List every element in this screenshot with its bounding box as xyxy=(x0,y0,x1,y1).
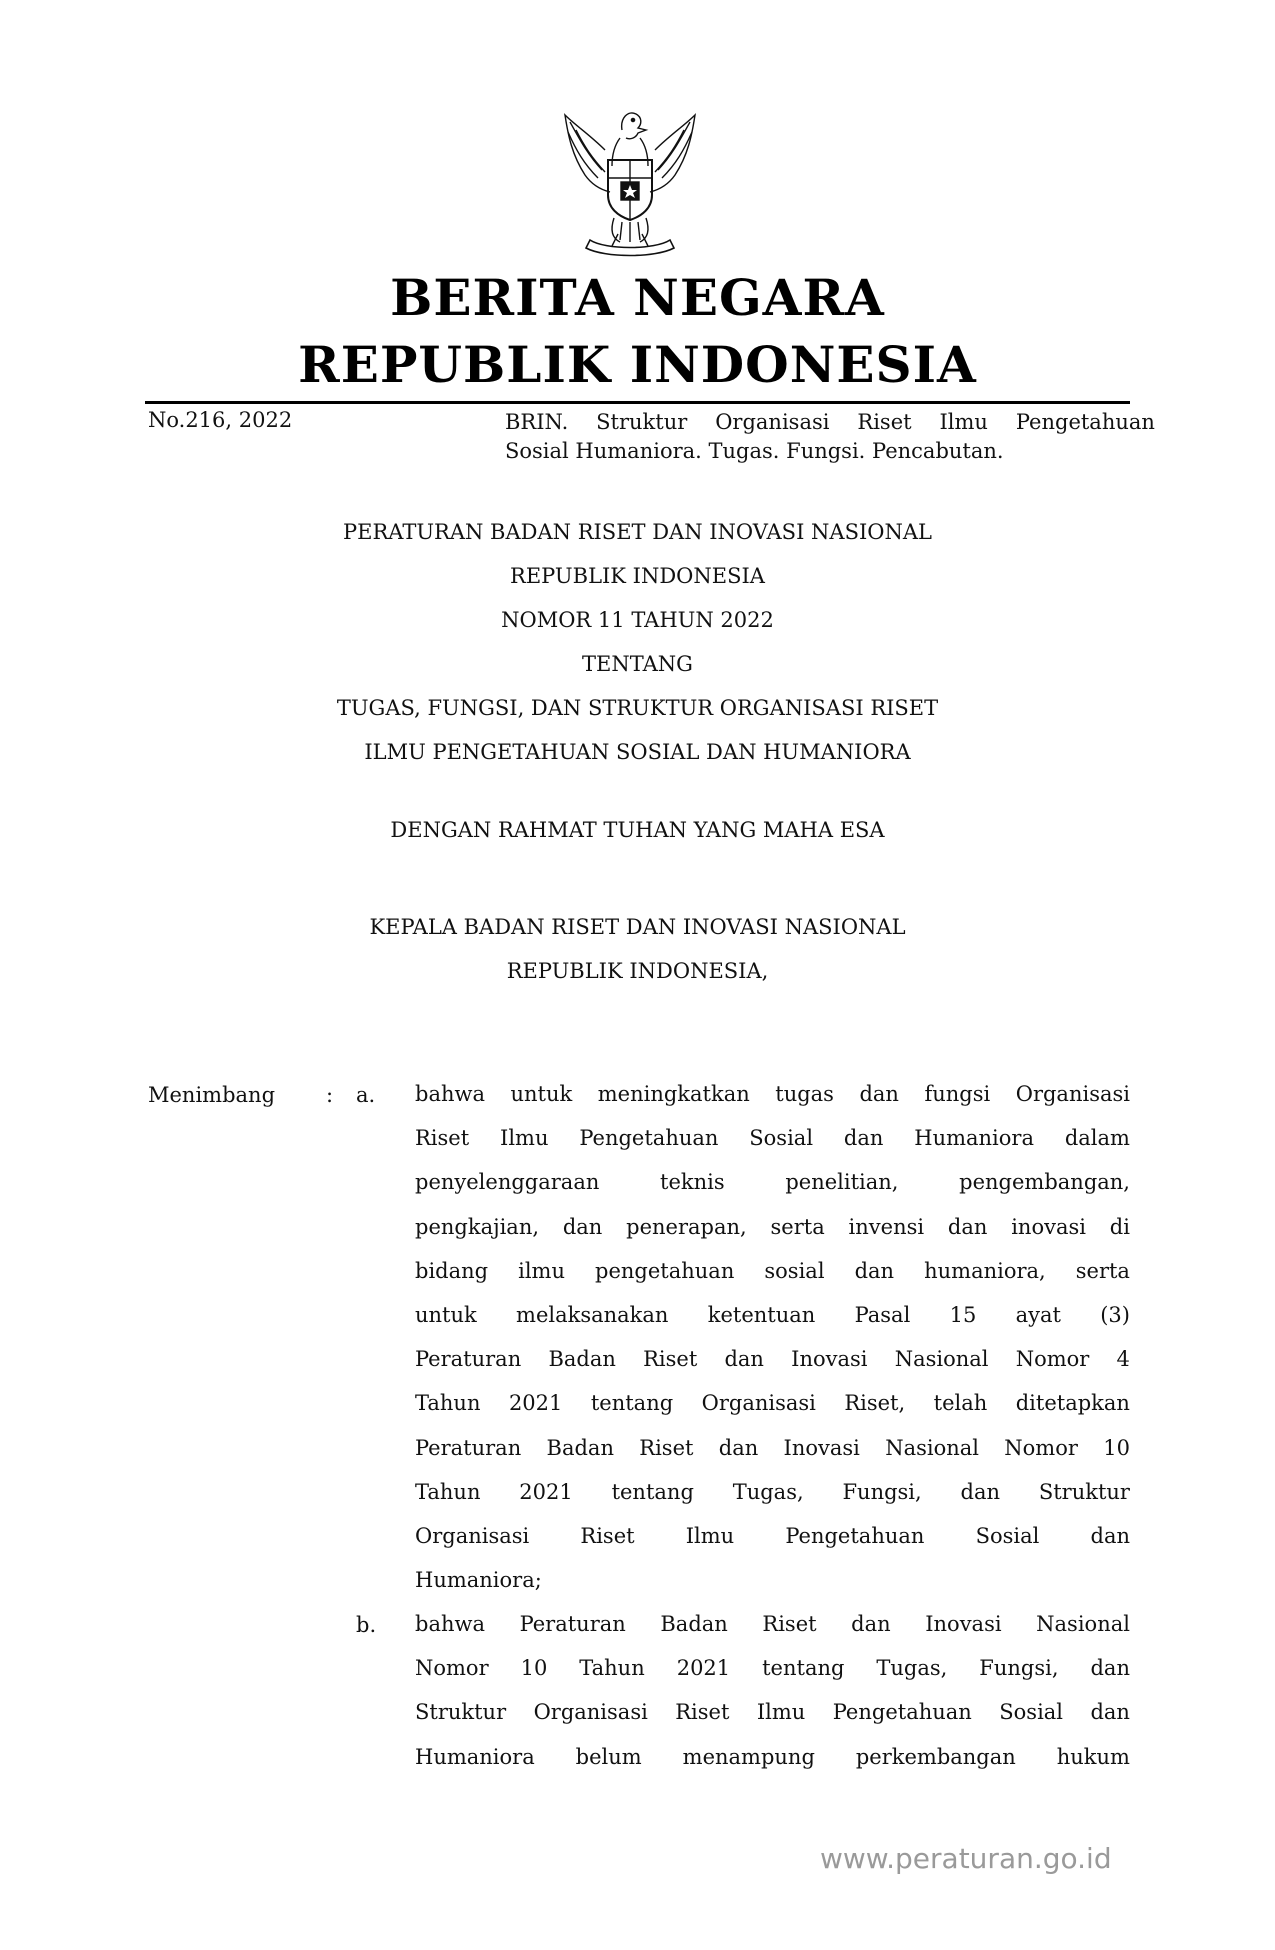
paragraph-line xyxy=(415,1160,1130,1204)
paragraph-word: dalam xyxy=(1064,1126,1130,1151)
paragraph-word: Riset xyxy=(580,1523,635,1548)
paragraph-word: Pengetahuan xyxy=(832,1700,972,1725)
paragraph-word: dan xyxy=(1090,1656,1130,1681)
item-letter-b: b. xyxy=(356,1613,377,1637)
regulation-title-line: REPUBLIK INDONESIA xyxy=(510,564,765,588)
paragraph-word: Pengetahuan xyxy=(785,1523,925,1548)
paragraph-word: Inovasi xyxy=(783,1435,860,1460)
paragraph-word: Pasal xyxy=(854,1302,911,1327)
paragraph-word: (3) xyxy=(1100,1302,1130,1327)
paragraph-line xyxy=(415,1205,1130,1249)
subject-word: BRIN. xyxy=(505,410,569,434)
subject-word: Pengetahuan xyxy=(1015,410,1155,434)
paragraph-word: Struktur xyxy=(1038,1479,1130,1504)
paragraph-line xyxy=(415,1337,1130,1381)
paragraph-word: Peraturan xyxy=(415,1435,522,1460)
paragraph-word: ilmu xyxy=(518,1258,565,1283)
paragraph-word: Riset xyxy=(639,1435,694,1460)
paragraph-line-last: Humaniora; xyxy=(415,1568,542,1593)
paragraph-word: pengembangan, xyxy=(959,1170,1130,1195)
paragraph-word: ayat xyxy=(1015,1302,1061,1327)
site-watermark: www.peraturan.go.id xyxy=(820,1842,1112,1875)
paragraph-word: dan xyxy=(562,1214,603,1239)
paragraph-word: inovasi xyxy=(1011,1214,1086,1239)
paragraph-word: ditetapkan xyxy=(1015,1391,1130,1416)
paragraph-word: Riset xyxy=(762,1612,817,1636)
paragraph-word: Tahun xyxy=(415,1391,481,1416)
paragraph-word: 4 xyxy=(1116,1347,1130,1372)
paragraph-word: 10 xyxy=(520,1656,548,1681)
paragraph-word: dan xyxy=(854,1258,895,1283)
masthead-subtitle: REPUBLIK INDONESIA xyxy=(298,335,977,394)
paragraph-word: tentang xyxy=(590,1391,674,1416)
paragraph-word: 2021 xyxy=(519,1479,573,1504)
paragraph-word: telah xyxy=(933,1391,988,1416)
paragraph-line xyxy=(415,1426,1130,1470)
paragraph-word: Riset xyxy=(675,1700,730,1725)
paragraph-word: fungsi xyxy=(924,1082,991,1106)
paragraph-word: untuk xyxy=(415,1302,477,1327)
paragraph-word: Fungsi, xyxy=(842,1479,922,1504)
regulation-title-block xyxy=(0,510,1275,774)
menimbang-colon: : xyxy=(326,1083,334,1107)
paragraph-word: dan xyxy=(859,1082,899,1106)
paragraph-word: Organisasi xyxy=(701,1391,816,1416)
paragraph-word: Peraturan xyxy=(415,1347,522,1372)
paragraph-line xyxy=(415,1470,1130,1514)
garuda-emblem-icon xyxy=(550,100,710,260)
paragraph-word: 2021 xyxy=(676,1656,731,1681)
paragraph-line xyxy=(415,1602,1130,1646)
paragraph-word: pengetahuan xyxy=(595,1258,735,1283)
rahmat-line: DENGAN RAHMAT TUHAN YANG MAHA ESA xyxy=(390,818,885,842)
paragraph-word: Riset, xyxy=(844,1391,906,1416)
paragraph-word: belum xyxy=(575,1744,642,1769)
paragraph-word: Badan xyxy=(660,1612,728,1636)
paragraph-word: Nomor xyxy=(1004,1435,1078,1460)
paragraph-word: teknis xyxy=(660,1170,725,1195)
paragraph-word: dan xyxy=(1090,1700,1130,1725)
subject-word: Struktur xyxy=(596,410,688,434)
issue-subject xyxy=(505,408,1155,466)
paragraph-word: dan xyxy=(718,1435,759,1460)
paragraph-word: untuk xyxy=(510,1082,573,1106)
considering-item-a xyxy=(415,1072,1130,1602)
paragraph-word: Riset xyxy=(643,1347,698,1372)
kepala-line: KEPALA BADAN RISET DAN INOVASI NASIONAL xyxy=(369,915,906,939)
paragraph-word: Nasional xyxy=(885,1435,979,1460)
paragraph-word: dan xyxy=(724,1347,764,1372)
paragraph-word: dan xyxy=(947,1214,988,1239)
paragraph-word: meningkatkan xyxy=(597,1082,750,1106)
paragraph-word: invensi xyxy=(848,1214,925,1239)
paragraph-word: perkembangan xyxy=(855,1744,1016,1769)
paragraph-line xyxy=(415,1735,1130,1779)
paragraph-word: di xyxy=(1109,1214,1130,1239)
paragraph-word: Ilmu xyxy=(756,1700,806,1725)
paragraph-word: 10 xyxy=(1103,1435,1130,1460)
paragraph-line xyxy=(415,1690,1130,1734)
paragraph-line xyxy=(415,1249,1130,1293)
considering-item-b xyxy=(415,1602,1130,1779)
paragraph-word: tentang xyxy=(611,1479,694,1504)
paragraph-word: dan xyxy=(1090,1523,1130,1548)
paragraph-word: bahwa xyxy=(415,1612,485,1636)
kepala-block xyxy=(0,905,1275,993)
paragraph-word: Tahun xyxy=(415,1479,481,1504)
paragraph-word: Ilmu xyxy=(500,1126,549,1151)
regulation-title-line: ILMU PENGETAHUAN SOSIAL DAN HUMANIORA xyxy=(364,740,911,764)
issue-subject-line-2: Sosial Humaniora. Tugas. Fungsi. Pencabutan. xyxy=(505,439,1004,463)
paragraph-word: Tugas, xyxy=(876,1656,948,1681)
masthead-divider xyxy=(145,401,1130,404)
paragraph-word: dan xyxy=(851,1612,891,1636)
paragraph-line xyxy=(415,1514,1130,1558)
kepala-line: REPUBLIK INDONESIA, xyxy=(506,959,769,983)
paragraph-word: menampung xyxy=(682,1744,815,1769)
paragraph-word: bahwa xyxy=(415,1082,485,1106)
issue-subject-line-1 xyxy=(505,408,1155,437)
paragraph-word: serta xyxy=(1075,1258,1130,1283)
paragraph-word: Pengetahuan xyxy=(579,1126,719,1151)
paragraph-word: Badan xyxy=(548,1347,616,1372)
paragraph-line xyxy=(415,1381,1130,1425)
paragraph-word: Nasional xyxy=(1036,1612,1130,1636)
paragraph-word: Inovasi xyxy=(925,1612,1002,1636)
paragraph-word: penerapan, xyxy=(626,1214,747,1239)
paragraph-line xyxy=(415,1116,1130,1160)
paragraph-word: dan xyxy=(960,1479,1001,1504)
paragraph-line xyxy=(415,1646,1130,1690)
paragraph-word: melaksanakan xyxy=(516,1302,669,1327)
paragraph-word: hukum xyxy=(1056,1744,1130,1769)
paragraph-word: penelitian, xyxy=(785,1170,899,1195)
paragraph-word: Inovasi xyxy=(791,1347,868,1372)
paragraph-word: Nomor xyxy=(1015,1347,1090,1372)
paragraph-word: bidang xyxy=(415,1258,489,1283)
paragraph-word: dan xyxy=(843,1126,884,1151)
regulation-title-line: PERATURAN BADAN RISET DAN INOVASI NASIONAL xyxy=(343,520,932,544)
paragraph-word: Peraturan xyxy=(519,1612,626,1636)
paragraph-word: tugas xyxy=(775,1082,834,1106)
paragraph-word: Riset xyxy=(415,1126,470,1151)
subject-word: Ilmu xyxy=(939,410,988,434)
paragraph-word: Sosial xyxy=(999,1700,1064,1725)
paragraph-word: Nomor xyxy=(415,1656,489,1681)
regulation-title-line: TUGAS, FUNGSI, DAN STRUKTUR ORGANISASI RISET xyxy=(336,696,939,720)
subject-word: Organisasi xyxy=(715,410,830,434)
paragraph-word: Sosial xyxy=(975,1523,1040,1548)
paragraph-word: Organisasi xyxy=(415,1523,530,1548)
paragraph-line xyxy=(415,1293,1130,1337)
paragraph-word: Organisasi xyxy=(533,1700,648,1725)
menimbang-label: Menimbang xyxy=(148,1083,276,1107)
paragraph-word: 2021 xyxy=(508,1391,563,1416)
paragraph-word: penyelenggaraan xyxy=(415,1170,600,1195)
paragraph-word: Sosial xyxy=(749,1126,814,1151)
paragraph-word: humaniora, xyxy=(924,1258,1046,1283)
regulation-title-line: TENTANG xyxy=(582,652,693,676)
paragraph-word: Fungsi, xyxy=(979,1656,1059,1681)
paragraph-word: Struktur xyxy=(415,1700,507,1725)
paragraph-word: serta xyxy=(770,1214,825,1239)
item-letter-a: a. xyxy=(356,1083,376,1107)
regulation-title-line: NOMOR 11 TAHUN 2022 xyxy=(501,608,774,632)
paragraph-word: Humaniora xyxy=(415,1744,535,1769)
issue-number: No.216, 2022 xyxy=(148,408,293,432)
paragraph-word: Humaniora xyxy=(914,1126,1034,1151)
paragraph-word: Tugas, xyxy=(732,1479,804,1504)
subject-word: Riset xyxy=(857,410,912,434)
paragraph-line xyxy=(415,1072,1130,1116)
paragraph-word: Tahun xyxy=(579,1656,645,1681)
paragraph-word: ketentuan xyxy=(707,1302,816,1327)
paragraph-word: Badan xyxy=(546,1435,614,1460)
paragraph-word: pengkajian, xyxy=(415,1214,540,1239)
masthead-title: BERITA NEGARA xyxy=(390,268,885,327)
paragraph-word: Ilmu xyxy=(685,1523,735,1548)
paragraph-word: 15 xyxy=(949,1302,977,1327)
paragraph-word: Nasional xyxy=(894,1347,989,1372)
paragraph-word: Organisasi xyxy=(1015,1082,1130,1106)
paragraph-word: tentang xyxy=(762,1656,845,1681)
paragraph-word: sosial xyxy=(764,1258,825,1283)
